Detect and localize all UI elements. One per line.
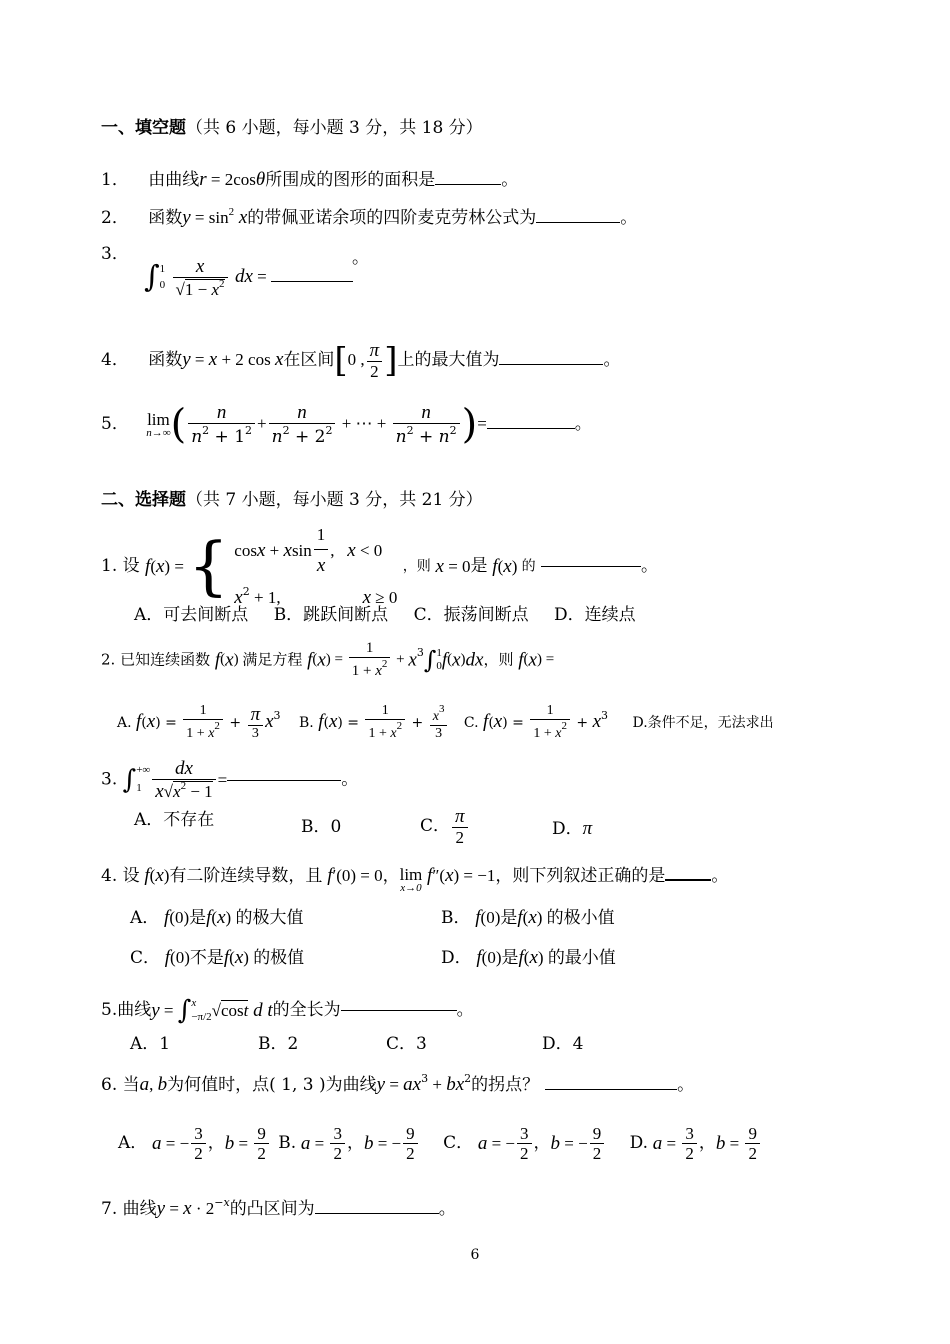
option-c[interactable]: C． $\frac{\pi}{2}$ bbox=[420, 806, 470, 847]
s2-question-1: 1. 设 f(x) = { cosx + xsin $\frac{1}{x}$ , x < 0 $x^2 + 1$, x ≥ 0 ，则 x = 0是 f(x) 的 。 bbox=[101, 520, 658, 613]
s2-q2-options bbox=[117, 703, 774, 742]
section1-title: 一、填空题 bbox=[101, 118, 186, 138]
option-d[interactable]: D．π bbox=[552, 818, 593, 839]
option-c[interactable]: C． a = − $\frac{3}{2}$ ，b = − $\frac{9}{2}$ bbox=[443, 1133, 606, 1153]
answer-blank[interactable] bbox=[487, 427, 575, 429]
option-d[interactable]: D．连续点 bbox=[554, 605, 636, 625]
option-d[interactable]: D. a = $\frac{3}{2}$ ，b = $\frac{9}{2}$ bbox=[630, 1133, 762, 1153]
answer-blank[interactable] bbox=[545, 1088, 677, 1090]
s2-question-7: 7. 曲线$y = x \cdot 2^{-x}$的凸区间为 。 bbox=[101, 1196, 456, 1219]
option-d[interactable]: D.条件不足，无法求出 bbox=[632, 714, 774, 731]
s2-q4-option-d[interactable]: D． f(0)是f(x) 的最小值 bbox=[441, 947, 616, 968]
answer-blank[interactable] bbox=[665, 878, 711, 881]
s2-q4-option-a[interactable]: A． f(0)是f(x) 的极大值 bbox=[130, 907, 304, 928]
page-number: 6 bbox=[470, 1247, 480, 1263]
answer-blank[interactable] bbox=[271, 280, 353, 282]
answer-blank[interactable] bbox=[536, 221, 620, 223]
s2-question-3: 3. ∫ +∞ 1 $\frac{dx}{x√x^2 - 1}$ = 。 bbox=[101, 758, 359, 802]
s2-q1-options bbox=[134, 607, 636, 624]
s2-q4-option-b[interactable]: B． f(0)是f(x) 的极小值 bbox=[441, 907, 615, 928]
fraction: $\frac{x}{√1 - x^2}$ bbox=[173, 256, 228, 299]
s2-q3-options bbox=[134, 806, 593, 847]
s2-q4-option-c[interactable]: C． f(0)不是f(x) 的极值 bbox=[130, 947, 305, 968]
answer-blank[interactable] bbox=[499, 363, 603, 365]
option-c[interactable]: C. f(x) = $\frac{1}{1 + x^2}$ + $x^3$ bbox=[463, 703, 609, 741]
s1-question-3-integral: ∫ 1 0 $\frac{x}{√1 - x^2}$ dx = bbox=[144, 256, 353, 299]
s1-question-4: 4． 函数y = x + 2 cos x在区间[0 , $\frac{\pi}{2}$ ]上的最大值为 。 bbox=[101, 340, 621, 381]
formula-r: r bbox=[199, 169, 207, 190]
s1-question-1: 1． 由曲线r = 2cosθ所围成的图形的面积是 。 bbox=[101, 169, 519, 190]
option-a[interactable]: A． a = − $\frac{3}{2}$ ，b = $\frac{9}{2}$ bbox=[118, 1133, 271, 1153]
option-b[interactable]: B．2 bbox=[258, 1034, 299, 1054]
section2-note: （共 7 小题，每小题 3 分，共 21 分） bbox=[186, 490, 483, 510]
option-c[interactable]: C．振荡间断点 bbox=[413, 605, 529, 625]
s2-question-4: 4. 设 f(x)有二阶连续导数，且 f′(0) = 0， lim x→0 f″(x) = −1，则下列叙述正确的是 。 bbox=[101, 865, 729, 894]
section1-heading bbox=[101, 120, 483, 137]
answer-blank[interactable] bbox=[541, 565, 641, 567]
option-b[interactable]: B．跳跃间断点 bbox=[273, 605, 389, 625]
answer-blank[interactable] bbox=[435, 183, 501, 185]
section2-heading bbox=[101, 492, 483, 509]
s1-question-3-number: 3． bbox=[101, 244, 129, 264]
s2-question-2: 2. 已知连续函数 f(x) 满足方程 f(x) = $\frac{1}{1 + x^2}$ + $x^3\int$ 1 0 f(x)dx，则 f(x) = bbox=[101, 640, 555, 679]
answer-blank[interactable] bbox=[341, 1009, 457, 1011]
option-a[interactable]: A．1 bbox=[130, 1034, 171, 1054]
option-c[interactable]: C．3 bbox=[386, 1034, 427, 1054]
s2-question-6: 6. 当a, b为何值时，点( 1, 3 )为曲线$y = ax^3 + bx^2$的拐点？ 。 bbox=[101, 1072, 695, 1095]
section1-note: （共 6 小题，每小题 3 分，共 18 分） bbox=[186, 118, 483, 138]
s2-q6-options bbox=[118, 1124, 762, 1163]
s2-q5-options bbox=[130, 1034, 584, 1054]
option-a[interactable]: A．不存在 bbox=[134, 810, 215, 830]
s2-question-5: 5.曲线y = ∫ x −π/2 √cost d t的全长为 。 bbox=[101, 995, 474, 1026]
option-a[interactable]: A. f(x) = $\frac{1}{1 + x^2}$ + $\frac{\pi}{3}$ $x^3$ bbox=[117, 703, 281, 741]
option-b[interactable]: B. a = $\frac{3}{2}$ ，b = − $\frac{9}{2}$ bbox=[278, 1133, 419, 1153]
answer-blank[interactable] bbox=[315, 1212, 439, 1214]
answer-blank[interactable] bbox=[227, 779, 341, 781]
section2-title: 二、选择题 bbox=[101, 490, 186, 510]
option-b[interactable]: B．0 bbox=[301, 817, 342, 837]
option-a[interactable]: A．可去间断点 bbox=[134, 605, 249, 625]
s1-question-2: 2． 函数$y = \sin^2 x$的带佩亚诺余项的四阶麦克劳林公式为 。 bbox=[101, 206, 638, 228]
option-b[interactable]: B. f(x) = $\frac{1}{1 + x^2}$ + $\frac{x^3}{3}$ bbox=[299, 715, 449, 731]
option-d[interactable]: D．4 bbox=[542, 1034, 584, 1054]
s1-question-5: 5． lim n→∞ ( $\frac{n}{n^2 + 1^2}$ + $\frac{n}{n^2 + 2^2}$ + ⋯ + $\frac{n}{n^2 + n^2}$ )= 。 bbox=[101, 401, 592, 448]
